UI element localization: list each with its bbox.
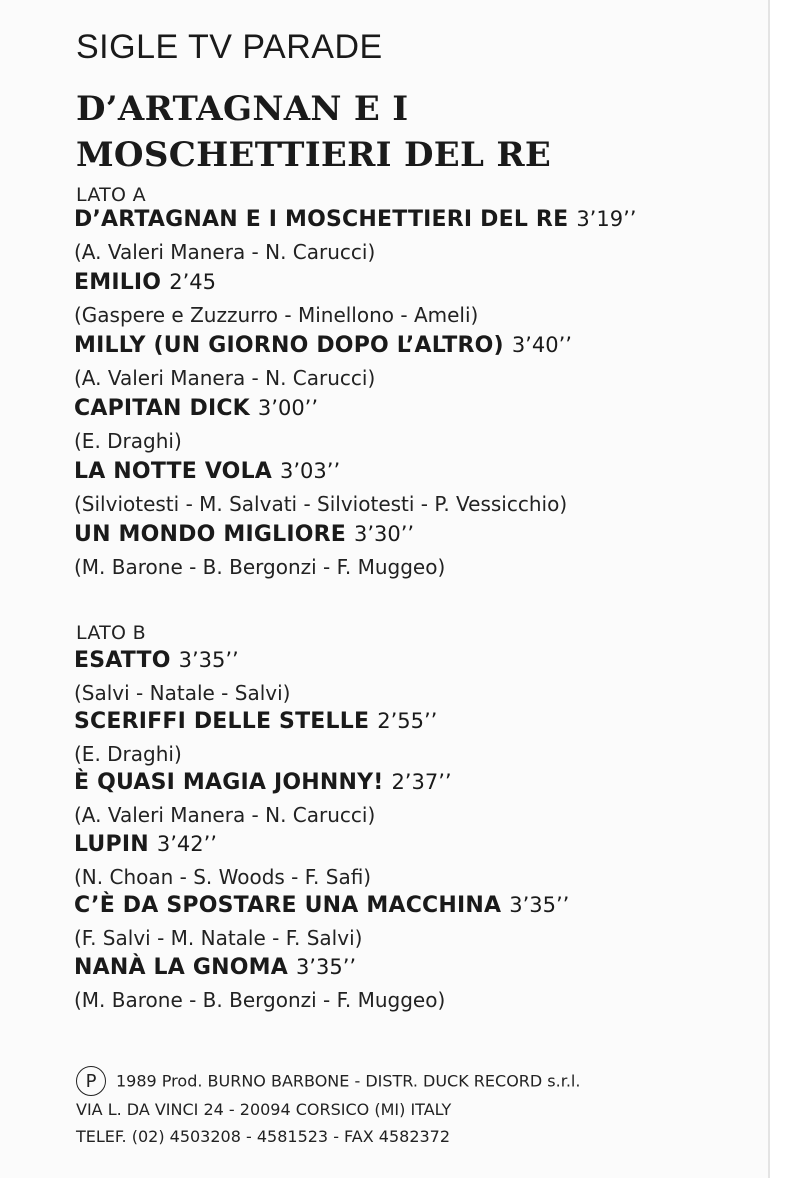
track-duration: 3’30’’: [353, 522, 415, 546]
phonogram-copyright-icon: P: [76, 1066, 106, 1096]
footer-line-1: [76, 1066, 580, 1096]
track-item: [74, 770, 452, 827]
footer-address: VIA L. DA VINCI 24 - 20094 CORSICO (MI) ITALY: [76, 1100, 452, 1119]
track-title: D’ARTAGNAN E I MOSCHETTIERI DEL RE: [74, 207, 569, 232]
page-margin: [770, 0, 795, 1178]
footer-phone: TELEF. (02) 4503208 - 4581523 - FAX 4582372: [76, 1127, 451, 1146]
album-title: [76, 86, 551, 178]
album-title-line-1: D’ARTAGNAN E I: [76, 89, 409, 129]
track-credits: (M. Barone - B. Bergonzi - F. Muggeo): [74, 555, 446, 579]
track-item: [74, 648, 290, 705]
track-title: MILLY (UN GIORNO DOPO L’ALTRO): [74, 333, 504, 358]
track-item: [74, 459, 567, 516]
track-duration: 3’35’’: [178, 648, 239, 672]
track-title: UN MONDO MIGLIORE: [74, 522, 346, 547]
track-item: [74, 207, 636, 264]
track-credits: (F. Salvi - M. Natale - F. Salvi): [74, 926, 363, 950]
track-title: SCERIFFI DELLE STELLE: [74, 709, 370, 734]
track-title: EMILIO: [74, 270, 162, 295]
track-item: [74, 522, 445, 579]
track-credits: (A. Valeri Manera - N. Carucci): [74, 803, 376, 827]
track-duration: 3’19’’: [576, 207, 637, 231]
track-duration: 3’42’’: [156, 832, 217, 856]
series-title: SIGLE TV PARADE: [76, 28, 383, 66]
track-duration: 3’03’’: [280, 459, 341, 483]
track-duration: 2’37’’: [391, 770, 452, 794]
track-item: [74, 709, 437, 766]
track-item: [74, 955, 445, 1012]
track-title: È QUASI MAGIA JOHNNY!: [74, 770, 384, 795]
track-credits: (Salvi - Natale - Salvi): [74, 681, 291, 705]
track-title: CAPITAN DICK: [74, 396, 250, 421]
track-credits: (A. Valeri Manera - N. Carucci): [74, 240, 376, 264]
track-credits: (Silviotesti - M. Salvati - Silviotesti - P. Vessicchio): [74, 492, 568, 516]
album-title-line-2: MOSCHETTIERI DEL RE: [76, 135, 552, 175]
track-duration: 2’45: [169, 270, 216, 294]
track-credits: (N. Choan - S. Woods - F. Safi): [74, 865, 372, 889]
track-duration: 3’00’’: [257, 396, 319, 420]
track-item: [74, 396, 318, 453]
side-b-label: LATO B: [76, 622, 146, 644]
track-duration: 2’55’’: [377, 709, 438, 733]
side-a-label: LATO A: [76, 184, 146, 206]
footer-credits: [76, 1066, 580, 1150]
production-text: 1989 Prod. BURNO BARBONE - DISTR. DUCK RECORD s.r.l.: [116, 1071, 581, 1091]
track-duration: 3’35’’: [509, 893, 570, 917]
track-item: [74, 832, 371, 889]
track-credits: (Gaspere e Zuzzurro - Minellono - Ameli): [74, 303, 479, 327]
track-title: LUPIN: [74, 832, 149, 857]
track-title: NANÀ LA GNOMA: [74, 955, 288, 980]
track-title: ESATTO: [74, 648, 171, 673]
track-duration: 3’40’’: [511, 333, 572, 357]
track-credits: (M. Barone - B. Bergonzi - F. Muggeo): [74, 988, 446, 1012]
track-item: [74, 270, 478, 327]
track-credits: (E. Draghi): [74, 742, 182, 766]
track-credits: (A. Valeri Manera - N. Carucci): [74, 366, 376, 390]
track-item: [74, 893, 569, 950]
track-item: [74, 333, 572, 390]
track-title: C’È DA SPOSTARE UNA MACCHINA: [74, 893, 502, 918]
track-duration: 3’35’’: [295, 955, 357, 979]
track-title: LA NOTTE VOLA: [74, 459, 273, 484]
track-credits: (E. Draghi): [74, 429, 182, 453]
